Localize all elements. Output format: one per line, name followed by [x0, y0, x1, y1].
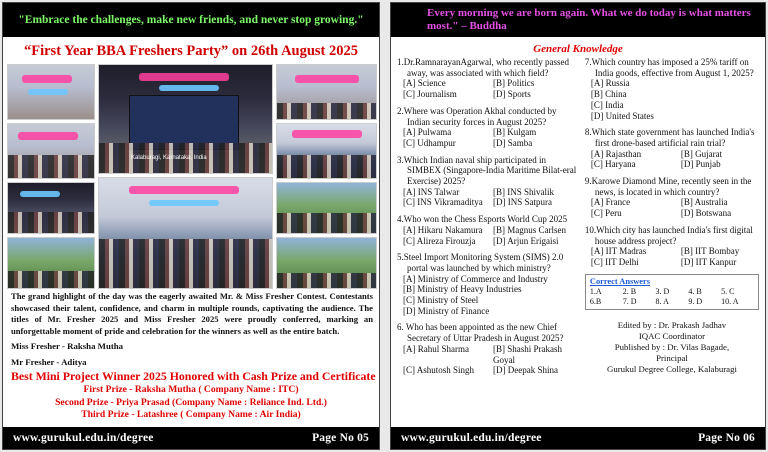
section-title: General Knowledge [533, 43, 623, 55]
quiz-question [397, 155, 579, 209]
event-photo [7, 64, 95, 120]
mr-fresher-winner: Mr Fresher - Aditya [11, 357, 87, 368]
event-photo-main [98, 177, 273, 289]
answer-option: [C] Peru [590, 208, 622, 219]
page-number: Page No 05 [312, 432, 369, 444]
footer-bar [391, 427, 765, 449]
answer-option: [B] Kulgam [493, 127, 537, 138]
footer-url[interactable]: www.gurukul.edu.in/degree [401, 432, 542, 444]
answer-key-item: 3. D [655, 287, 670, 297]
answer-option: [D] Punjab [680, 159, 721, 170]
answer-key-item: 8. A [655, 297, 669, 307]
quiz-question [397, 252, 579, 316]
page-number: Page No 06 [698, 432, 755, 444]
answer-option: [B] China [590, 89, 627, 100]
answer-option: [B] Shashi Prakash Goyal [493, 343, 562, 365]
answer-option: [C] Ministry of Steel [403, 295, 479, 306]
quiz-question [397, 322, 579, 376]
answer-key-item: 6.B [589, 297, 602, 307]
answer-option: [A] Rahul Sharma [403, 343, 469, 354]
quiz-column-left [397, 57, 579, 382]
answer-key-item: 4. B [688, 287, 702, 297]
editor-line: IQAC Coordinator [638, 331, 706, 342]
answer-option: [C] India [590, 99, 624, 110]
event-photo [7, 182, 95, 234]
editor-credits [585, 320, 759, 375]
answer-option: [C] Udhampur [403, 137, 456, 148]
answer-option: [B] Ministry of Heavy Industries [403, 284, 522, 295]
editor-line: Published by : Dr. Vilas Bagade, [614, 342, 730, 353]
event-photo [7, 237, 95, 289]
answer-option: [A] Science [403, 78, 446, 89]
question-text: 6. Who has been appointed as the new Chief Secretary of Uttar Pradesh in August 2025? [397, 322, 564, 344]
event-photo [7, 123, 95, 179]
question-text: 5.Steel Import Monitoring System (SIMS) 2.0 portal was launched by which ministry? [397, 252, 564, 273]
answer-option: [C] Alireza Firouzja [403, 235, 476, 246]
event-photo [276, 64, 377, 120]
answer-option: [A] Hikaru Nakamura [403, 224, 483, 235]
question-text: 1.Dr.RamnarayanAgarwal, who recently passed away, was associated with which field? [397, 57, 569, 78]
answer-option: [D] Arjun Erigaisi [493, 235, 559, 246]
answer-key-item: 1.A [589, 287, 602, 297]
answer-option: [D] Samba [493, 137, 533, 148]
editor-line: Edited by : Dr. Prakash Jadhav [617, 320, 727, 331]
editor-line: Gurukul Degree College, Kalaburagi [606, 364, 737, 375]
event-photo [276, 123, 377, 179]
quiz-question [397, 57, 579, 100]
answer-key [585, 274, 759, 311]
answer-option: [C] INS Vikramaditya [403, 197, 483, 208]
answer-option: [B] IIT Bombay [680, 246, 740, 257]
answer-option: [A] Pulwama [403, 127, 452, 138]
answer-option: [C] IIT Delhi [590, 256, 639, 267]
answer-key-item: 2. B [622, 287, 637, 297]
answer-key-item: 7. D [622, 297, 637, 307]
question-text: 8.Which state government has launched India's first drone-based artificial rain trial? [584, 127, 755, 148]
answer-option: [C] Ashutosh Singh [403, 365, 475, 376]
answer-option: [C] Journalism [403, 89, 457, 100]
quote-text: "Embrace the challenges, make new friends, and never stop growing." [18, 14, 364, 26]
miss-fresher-winner: Miss Fresher - Raksha Mutha [11, 341, 124, 352]
quiz-question [585, 225, 759, 268]
question-text: 3.Which Indian naval ship participated in SIMBEX (Singapore-India Maritime Bilat-eral Exercise) 2025? [397, 154, 577, 187]
answer-key-item: 10. A [721, 297, 739, 307]
answer-key-title: Correct Answers [589, 276, 650, 286]
event-title: “First Year BBA Freshers Party” on 26th August 2025 [23, 43, 359, 59]
photo-location-caption: Kalaburagi, Karnataka, India [131, 155, 207, 161]
question-text: 4.Who won the Chess Esports World Cup 2025 [397, 214, 568, 225]
answer-option: [A] IIT Madras [590, 246, 647, 257]
quiz-question [585, 176, 759, 219]
question-text: 10.Which city has launched India's first digital house address project? [584, 224, 753, 246]
page-right [390, 2, 766, 450]
second-prize: Second Prize - Priya Prasad (Company Name : Reliance Ind. Ltd.) [55, 396, 327, 408]
page-left [2, 2, 380, 450]
answer-key-item: 5. C [721, 287, 735, 297]
answer-option: [D] Botswana [680, 208, 732, 219]
answer-option: [D] IIT Kanpur [680, 256, 737, 267]
answer-key-item: 9. D [688, 297, 703, 307]
quiz-columns [391, 57, 765, 382]
answer-option: [B] Magnus Carlsen [493, 224, 566, 235]
award-title: Best Mini Project Winner 2025 Honored with Cash Prize and Certificate [11, 369, 376, 384]
answer-option: [D] INS Satpura [493, 197, 552, 208]
question-text: 2.Where was Operation Akhal conducted by Indian security forces in August 2025? [397, 105, 557, 127]
event-photo [276, 182, 377, 234]
answer-option: [C] Haryana [590, 159, 636, 170]
first-prize: First Prize - Raksha Mutha ( Company Name : ITC) [83, 384, 299, 396]
answer-option: [A] Russia [590, 78, 630, 89]
answer-option: [A] INS Talwar [403, 186, 460, 197]
answer-option: [D] Deepak Shina [493, 365, 558, 376]
quote-text: Every morning we are born again. What we do today is what matters most." – Buddha [427, 7, 751, 32]
third-prize: Third Prize - Latashree ( Company Name : Air India) [81, 409, 301, 421]
answer-option: [B] INS Shivalik [493, 186, 555, 197]
answer-option: [D] Ministry of Finance [403, 305, 490, 316]
answer-option: [A] Ministry of Commerce and Industry [403, 273, 548, 284]
footer-url[interactable]: www.gurukul.edu.in/degree [13, 432, 154, 444]
answer-option: [B] Politics [493, 78, 535, 89]
quote-banner [391, 3, 765, 37]
quiz-question [585, 127, 759, 170]
quiz-question [397, 214, 579, 246]
answer-option: [B] Gujarat [680, 148, 723, 159]
quiz-question [397, 106, 579, 149]
question-text: 9.Karowe Diamond Mine, recently seen in the news, is located in which country? [584, 176, 752, 197]
answer-option: [D] United States [590, 110, 654, 121]
quote-banner [3, 3, 379, 37]
event-photo [276, 237, 377, 289]
answer-option: [B] Australia [680, 197, 728, 208]
answer-option: [A] France [590, 197, 631, 208]
answer-option: [D] Sports [493, 89, 531, 100]
question-text: 7.Which country has imposed a 25% tariff on India goods, effective from August 1, 2025? [584, 57, 754, 78]
event-description: The grand highlight of the day was the eagerly awaited Mr. & Miss Fresher Contest. Contestants showcased their talent, confidence, and charm in multiple rounds, captivating the audience. The titles of Mr. Fresher 2025 and Miss Fresher 2025 were proudly conferred, marking an unforgettable moment of pride and celebration for the winners as well as the entire batch. [11, 291, 373, 336]
footer-bar [3, 427, 379, 449]
quiz-column-right [585, 57, 759, 382]
editor-line: Principal [656, 353, 688, 364]
event-photo-main [98, 64, 273, 174]
answer-option: [A] Rajasthan [590, 148, 642, 159]
photo-collage [7, 64, 375, 289]
quiz-question [585, 57, 759, 121]
